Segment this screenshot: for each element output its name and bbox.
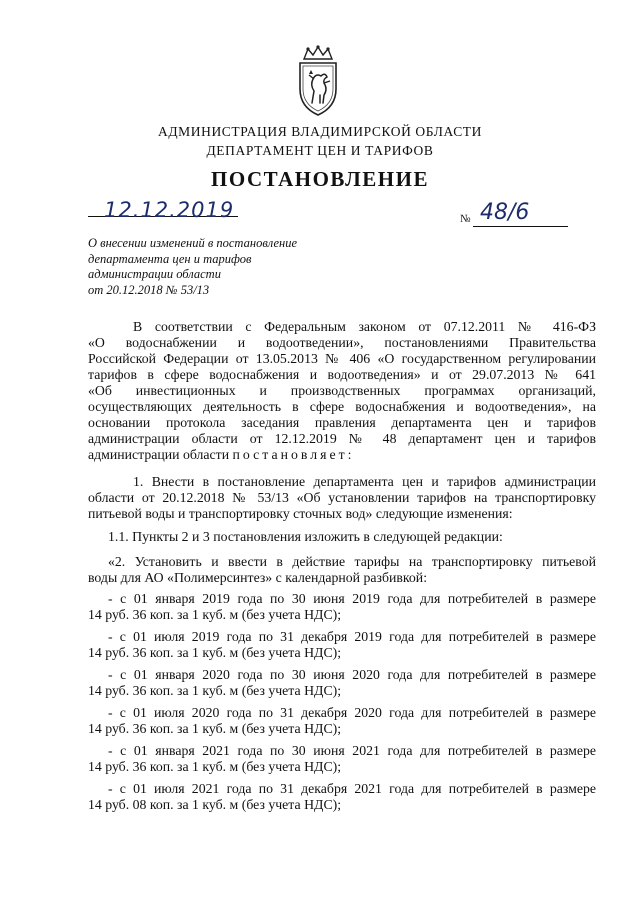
subject-line: от 20.12.2018 № 53/13: [88, 282, 210, 297]
subject-line: администрации области: [88, 267, 221, 281]
document-number: 48/6: [480, 200, 530, 225]
number-label: №: [460, 213, 471, 225]
resolve-word: постановляет:: [232, 447, 355, 462]
number-underline: [473, 226, 568, 227]
list-item: [88, 591, 596, 623]
text-line: 1.1. Пункты 2 и 3 постановления изложить в следующей редакции:: [108, 529, 503, 544]
tariff-value: 14 руб. 08 коп. за 1 куб. м (без учета НДС);: [88, 797, 342, 812]
list-item: [88, 781, 596, 813]
text-line: Российской Федерации от 13.05.2013 № 406 «О государственном регулировании: [88, 351, 596, 366]
tariff-period: - с 01 января 2021 года по 30 июня 2021 года для потребителей в размере: [108, 743, 596, 758]
document-subject: [88, 236, 297, 298]
text-line: 1. Внести в постановление департамента цен и тарифов администрации: [133, 474, 596, 489]
tariff-period: - с 01 января 2020 года по 30 июня 2020 года для потребителей в размере: [108, 667, 596, 682]
coat-of-arms-icon: [290, 45, 346, 117]
list-item: [88, 629, 596, 661]
text-line: осуществляющих деятельность в сфере водоснабжения и водоотведения», на: [88, 399, 596, 414]
text-line: воды для АО «Полимерсинтез» с календарной разбивкой:: [88, 570, 428, 585]
text-fragment: администрации области: [88, 447, 233, 462]
paragraph-2: [88, 554, 596, 586]
tariff-period: - с 01 июля 2020 года по 31 декабря 2020 года для потребителей в размере: [108, 705, 596, 720]
list-item: [88, 743, 596, 775]
paragraph-1: [88, 474, 596, 522]
document-type: ПОСТАНОВЛЕНИЕ: [211, 167, 429, 191]
subject-line: департамента цен и тарифов: [88, 251, 252, 266]
paragraph-1-1: [88, 529, 596, 545]
tariff-value: 14 руб. 36 коп. за 1 куб. м (без учета НДС);: [88, 607, 342, 622]
tariff-value: 14 руб. 36 коп. за 1 куб. м (без учета НДС);: [88, 683, 342, 698]
text-line: «2. Установить и ввести в действие тарифы на транспортировку питьевой: [108, 554, 596, 569]
tariff-value: 14 руб. 36 коп. за 1 куб. м (без учета НДС);: [88, 759, 342, 774]
list-item: [88, 705, 596, 737]
tariff-period: - с 01 января 2019 года по 30 июня 2019 года для потребителей в размере: [108, 591, 596, 606]
preamble: [88, 319, 596, 463]
tariff-period: - с 01 июля 2019 года по 31 декабря 2019 года для потребителей в размере: [108, 629, 596, 644]
text-line: [88, 447, 596, 463]
tariff-period: - с 01 июля 2021 года по 31 декабря 2021 года для потребителей в размере: [108, 781, 596, 796]
tariff-list: [88, 591, 596, 819]
text-line: питьевой воды и транспортировку сточных вод» следующие изменения:: [88, 506, 513, 521]
text-line: «О водоснабжении и водоотведении», постановлениями Правительства: [88, 335, 596, 350]
text-line: «Об инвестиционных и производственных программах организаций,: [88, 383, 596, 398]
document-date: 12.12.2019: [104, 198, 235, 222]
org-name: АДМИНИСТРАЦИЯ ВЛАДИМИРСКОЙ ОБЛАСТИ: [158, 124, 482, 139]
text-line: администрации области от 12.12.2019 № 48 департамент цен и тарифов: [88, 431, 596, 446]
text-line: области от 20.12.2018 № 53/13 «Об установлении тарифов на транспортировку: [88, 490, 596, 505]
text-line: основании протокола заседания правления департамента цен и тарифов: [88, 415, 596, 430]
tariff-value: 14 руб. 36 коп. за 1 куб. м (без учета НДС);: [88, 645, 342, 660]
department-name: ДЕПАРТАМЕНТ ЦЕН И ТАРИФОВ: [206, 143, 434, 158]
list-item: [88, 667, 596, 699]
tariff-value: 14 руб. 36 коп. за 1 куб. м (без учета НДС);: [88, 721, 342, 736]
text-line: В соответствии с Федеральным законом от 07.12.2011 № 416-ФЗ: [133, 319, 596, 334]
text-line: тарифов в сфере водоснабжения и водоотведения» и от 29.07.2013 № 641: [88, 367, 596, 382]
subject-line: О внесении изменений в постановление: [88, 236, 298, 250]
